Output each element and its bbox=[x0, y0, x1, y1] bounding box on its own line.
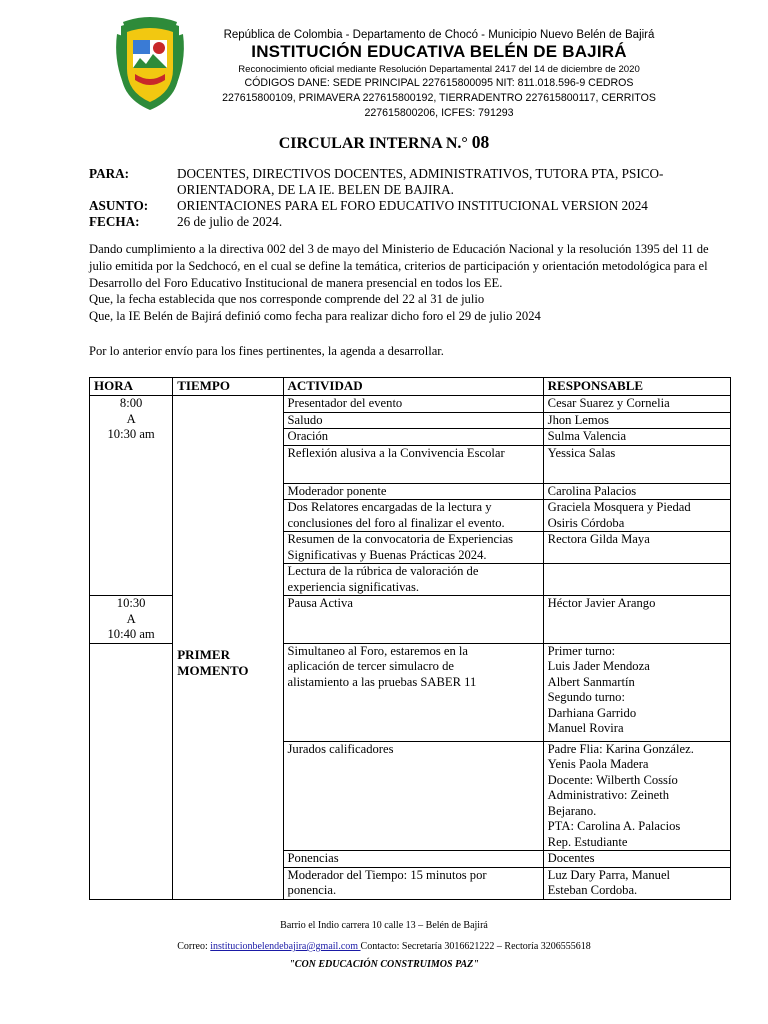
country-department-line: República de Colombia - Departamento de Chocó - Municipio Nuevo Belén de Bajirá bbox=[223, 29, 655, 41]
responsable-text: Docentes bbox=[547, 851, 595, 865]
circular-number: 08 bbox=[471, 132, 490, 152]
responsable-text: PTA: Carolina A. Palacios bbox=[547, 819, 681, 833]
body-paragraph: Por lo anterior envío para los fines pertinentes, la agenda a desarrollar. bbox=[89, 343, 444, 358]
actividad-text: Oración bbox=[287, 429, 329, 443]
responsable-text: Yenis Paola Madera bbox=[547, 757, 649, 771]
responsable-text: Manuel Rovira bbox=[547, 721, 624, 735]
para-row bbox=[89, 166, 679, 198]
actividad-cell bbox=[283, 532, 543, 564]
tiempo-text: PRIMER bbox=[177, 647, 230, 662]
responsable-text: Padre Flia: Karina González. bbox=[547, 741, 694, 756]
para-label: PARA: bbox=[89, 166, 130, 181]
tiempo-text: MOMENTO bbox=[177, 662, 249, 678]
responsable-cell bbox=[543, 851, 730, 868]
hora-cell-empty bbox=[90, 643, 173, 899]
actividad-cell bbox=[283, 867, 543, 899]
responsable-text: Administrativo: Zeineth bbox=[547, 788, 670, 802]
responsable-text: Sulma Valencia bbox=[547, 429, 627, 443]
hora-text: A bbox=[126, 411, 136, 426]
actividad-cell bbox=[283, 396, 543, 413]
actividad-text: Saludo bbox=[287, 412, 323, 427]
actividad-cell bbox=[283, 429, 543, 446]
actividad-text: Moderador ponente bbox=[287, 483, 387, 498]
fecha-value: 26 de julio de 2024. bbox=[177, 214, 283, 229]
circular-title-text: CIRCULAR INTERNA N.° bbox=[278, 135, 472, 152]
actividad-text: Ponencias bbox=[287, 851, 339, 865]
responsable-cell bbox=[543, 532, 730, 564]
actividad-text: Resumen de la convocatoria de Experiencias bbox=[287, 532, 514, 546]
responsable-cell bbox=[543, 596, 730, 644]
responsable-text: Héctor Javier Arango bbox=[547, 596, 656, 610]
body-paragraph: Que, la IE Belén de Bajirá definió como fecha para realizar dicho foro el 29 de julio 2024 bbox=[89, 309, 541, 324]
responsable-text: Rep. Estudiante bbox=[547, 834, 628, 849]
hora-text: 8:00 bbox=[119, 396, 143, 410]
responsable-cell bbox=[543, 412, 730, 429]
footer-slogan: "CON EDUCACIÓN CONSTRUIMOS PAZ" bbox=[289, 959, 479, 970]
actividad-text: Dos Relatores encargadas de la lectura y bbox=[287, 500, 492, 514]
responsable-cell bbox=[543, 500, 730, 532]
actividad-text: conclusiones del foro al finalizar el evento. bbox=[287, 515, 505, 530]
fecha-label: FECHA: bbox=[89, 214, 140, 229]
tiempo-cell bbox=[173, 396, 283, 900]
actividad-text: experiencia significativas. bbox=[287, 579, 420, 594]
hora-text: 10:30 bbox=[116, 596, 146, 610]
responsable-cell bbox=[543, 483, 730, 500]
responsable-text: Jhon Lemos bbox=[547, 412, 609, 427]
circular-body bbox=[89, 241, 709, 360]
hora-text: 10:40 am bbox=[107, 627, 155, 641]
responsable-text: Osiris Córdoba bbox=[547, 515, 625, 530]
responsable-cell bbox=[543, 867, 730, 899]
footer-address: Barrio el Indio carrera 10 calle 13 – Belén de Bajirá bbox=[280, 920, 488, 931]
contact-phones: Contacto: Secretaría 3016621222 – Rectoría 3206555618 bbox=[360, 941, 591, 952]
school-crest-logo bbox=[113, 14, 187, 114]
agenda-body bbox=[90, 396, 731, 900]
header-tiempo: TIEMPO bbox=[173, 378, 283, 396]
actividad-cell bbox=[283, 445, 543, 483]
responsable-cell bbox=[543, 643, 730, 741]
actividad-text: ponencia. bbox=[287, 883, 337, 897]
agenda-table bbox=[89, 377, 731, 900]
actividad-cell bbox=[283, 500, 543, 532]
responsable-text: Docente: Wilberth Cossío bbox=[547, 772, 678, 787]
circular-meta bbox=[89, 166, 679, 230]
responsable-text: Luis Jader Mendoza bbox=[547, 659, 650, 673]
body-paragraph: Dando cumplimiento a la directiva 002 del 3 de mayo del Ministerio de Educación Nacional y la resolución 1395 del 11 de julio emitida por la Sedchocó, en el cual se define la temática, criterios de participación y orientación metodológica para el Desarrollo del Foro Educativo Institucional de manera presencial en todos los EE. bbox=[89, 242, 709, 290]
responsable-text: Yessica Salas bbox=[547, 445, 616, 460]
actividad-text: Lectura de la rúbrica de valoración de bbox=[287, 564, 479, 578]
actividad-cell bbox=[283, 741, 543, 851]
actividad-cell bbox=[283, 851, 543, 868]
table-header-row bbox=[90, 378, 731, 396]
actividad-cell bbox=[283, 564, 543, 596]
responsable-cell bbox=[543, 429, 730, 446]
responsable-text: Cesar Suarez y Cornelia bbox=[547, 396, 670, 410]
responsable-text: Rectora Gilda Maya bbox=[547, 532, 650, 546]
header-actividad: ACTIVIDAD bbox=[283, 378, 543, 396]
hora-cell bbox=[90, 596, 173, 644]
tiempo-label bbox=[177, 396, 278, 678]
recognition-line: Reconocimiento oficial mediante Resolución Departamental 2417 del 14 de diciembre de 2020 bbox=[238, 64, 640, 76]
header-responsable: RESPONSABLE bbox=[543, 378, 730, 396]
body-paragraph: Que, la fecha establecida que nos corresponde comprende del 22 al 31 de julio bbox=[89, 292, 485, 307]
responsable-text: Luz Dary Parra, Manuel bbox=[547, 867, 671, 882]
actividad-text: Pausa Activa bbox=[287, 596, 353, 610]
actividad-text: Reflexión alusiva a la Convivencia Escolar bbox=[287, 445, 505, 460]
hora-text: A bbox=[126, 611, 136, 626]
responsable-text: Segundo turno: bbox=[547, 690, 625, 704]
actividad-cell bbox=[283, 643, 543, 741]
table-row bbox=[90, 396, 731, 413]
actividad-text: Significativas y Buenas Prácticas 2024. bbox=[287, 547, 487, 562]
asunto-value: ORIENTACIONES PARA EL FORO EDUCATIVO INSTITUCIONAL VERSION 2024 bbox=[177, 198, 648, 213]
actividad-cell bbox=[283, 596, 543, 644]
actividad-text: aplicación de tercer simulacro de bbox=[287, 659, 454, 673]
responsable-text: Primer turno: bbox=[547, 643, 616, 658]
fecha-row bbox=[89, 214, 679, 230]
responsable-cell bbox=[543, 564, 730, 596]
responsable-text: Bejarano. bbox=[547, 803, 597, 818]
actividad-text: Simultaneo al Foro, estaremos en la bbox=[287, 643, 469, 658]
email-link[interactable]: institucionbelendebajira@gmail.com bbox=[210, 941, 361, 952]
codes-line-1: CÓDIGOS DANE: SEDE PRINCIPAL 227615800095 NIT: 811.018.596-9 CEDROS bbox=[244, 77, 634, 90]
responsable-text: Carolina Palacios bbox=[547, 483, 637, 498]
para-value: DOCENTES, DIRECTIVOS DOCENTES, ADMINISTRATIVOS, TUTORA PTA, PSICO-ORIENTADORA, DE LA IE. BELEN DE BAJIRA. bbox=[177, 166, 664, 197]
codes-line-2: 227615800109, PRIMAVERA 227615800192, TIERRADENTRO 227615800117, CERRITOS bbox=[222, 92, 656, 105]
email-label: Correo: bbox=[177, 941, 211, 952]
responsable-text: Albert Sanmartín bbox=[547, 674, 635, 689]
header-hora: HORA bbox=[90, 378, 173, 396]
responsable-text: Graciela Mosquera y Piedad bbox=[547, 500, 691, 514]
codes-line-3: 227615800206, ICFES: 791293 bbox=[364, 107, 514, 120]
actividad-text: Jurados calificadores bbox=[287, 741, 394, 756]
responsable-cell bbox=[543, 741, 730, 851]
asunto-row bbox=[89, 198, 679, 214]
responsable-cell bbox=[543, 396, 730, 413]
hora-text: 10:30 am bbox=[107, 427, 155, 441]
responsable-text: Darhiana Garrido bbox=[547, 705, 637, 720]
responsable-text: Esteban Cordoba. bbox=[547, 883, 638, 897]
hora-cell bbox=[90, 396, 173, 596]
letterhead bbox=[196, 28, 682, 121]
actividad-cell bbox=[283, 412, 543, 429]
footer-contact bbox=[0, 941, 768, 952]
actividad-cell bbox=[283, 483, 543, 500]
actividad-text: alistamiento a las pruebas SABER 11 bbox=[287, 674, 477, 689]
actividad-text: Presentador del evento bbox=[287, 396, 403, 410]
circular-title bbox=[0, 132, 768, 153]
institution-name: INSTITUCIÓN EDUCATIVA BELÉN DE BAJIRÁ bbox=[251, 42, 627, 62]
responsable-cell bbox=[543, 445, 730, 483]
asunto-label: ASUNTO: bbox=[89, 198, 149, 213]
actividad-text: Moderador del Tiempo: 15 minutos por bbox=[287, 867, 487, 882]
